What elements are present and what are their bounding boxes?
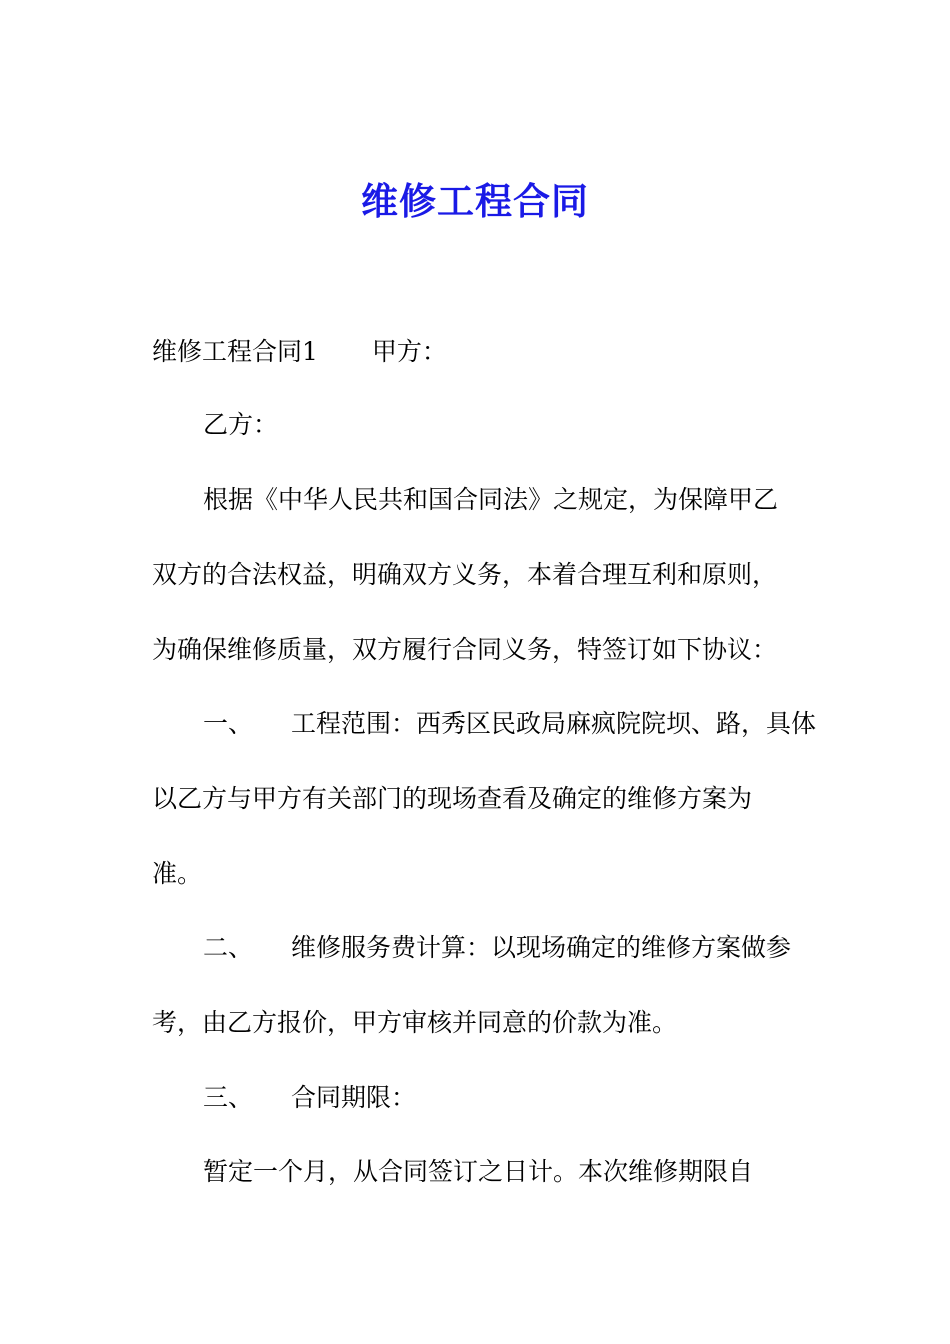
- clause-text: 合同期限：: [291, 1083, 417, 1112]
- paragraph-line: 为确保维修质量，双方履行合同义务，特签订如下协议：: [152, 635, 778, 664]
- clause-line: [203, 1080, 416, 1116]
- contract-number: 维修工程合同1: [152, 337, 318, 366]
- clause-line: [203, 930, 791, 966]
- clause-number: 三、: [203, 1083, 254, 1112]
- clause-text: 维修服务费计算：以现场确定的维修方案做参: [291, 933, 792, 962]
- paragraph-line: 以乙方与甲方有关部门的现场查看及确定的维修方案为: [152, 784, 753, 813]
- paragraph-line: 准。: [152, 859, 203, 888]
- paragraph-line: 暂定一个月，从合同签订之日计。本次维修期限自: [203, 1157, 754, 1186]
- paragraph-line: 根据《中华人民共和国合同法》之规定，为保障甲乙: [203, 485, 779, 514]
- clause-number: 一、: [203, 709, 254, 738]
- clause-number: 二、: [203, 933, 254, 962]
- clause-line: [203, 706, 816, 742]
- contract-heading-line: [152, 334, 447, 370]
- clause-text: 工程范围：西秀区民政局麻疯院院坝、路，具体: [291, 709, 817, 738]
- document-title: 维修工程合同: [361, 179, 589, 223]
- paragraph-line: 考，由乙方报价，甲方审核并同意的价款为准。: [152, 1008, 678, 1037]
- paragraph-line: 双方的合法权益，明确双方义务，本着合理互利和原则，: [152, 560, 778, 589]
- party-a-label: 甲方：: [371, 337, 447, 366]
- party-b-line: 乙方：: [203, 410, 279, 439]
